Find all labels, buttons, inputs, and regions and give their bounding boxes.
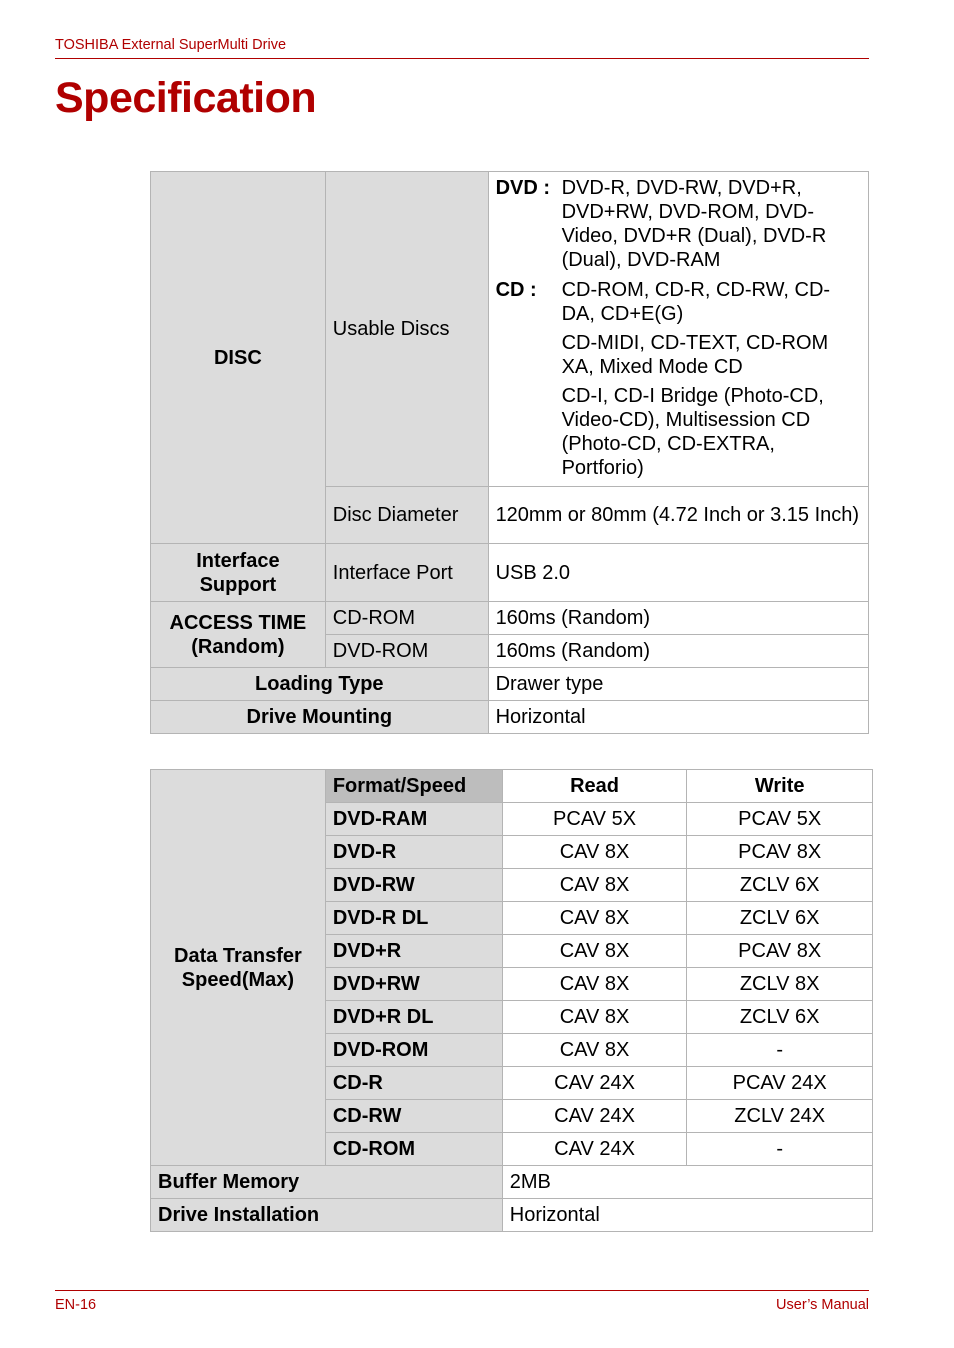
loading-type-label: Loading Type <box>151 668 489 701</box>
dvd-formats: DVD-R, DVD-RW, DVD+R, DVD+RW, DVD-ROM, DVD-Video, DVD+R (Dual), DVD-R (Dual), DVD-RAM <box>561 177 827 271</box>
access-time-label-line2: (Random) <box>191 635 285 658</box>
header-divider <box>55 58 869 59</box>
read-header: Read <box>502 770 687 803</box>
access-media-dvd-rom: DVD-ROM <box>325 635 488 668</box>
format-cell: CD-RW <box>325 1100 502 1133</box>
drive-mounting-label: Drive Mounting <box>151 701 489 734</box>
disc-label: DISC <box>151 172 326 544</box>
drive-installation-value: Horizontal <box>502 1199 872 1232</box>
format-cell: CD-R <box>325 1067 502 1100</box>
interface-support-label: Interface Support <box>151 544 326 602</box>
read-cell: CAV 24X <box>502 1100 687 1133</box>
buffer-memory-label: Buffer Memory <box>151 1166 503 1199</box>
read-cell: CAV 8X <box>502 935 687 968</box>
cd-formats-1: CD-ROM, CD-R, CD-RW, CD-DA, CD+E(G) <box>561 279 831 325</box>
read-cell: CAV 8X <box>502 836 687 869</box>
transfer-speed-label-line1: Data Transfer <box>174 944 302 967</box>
write-cell: ZCLV 6X <box>687 902 873 935</box>
disc-diameter-label: Disc Diameter <box>325 487 488 544</box>
write-cell: PCAV 8X <box>687 935 873 968</box>
interface-port-value: USB 2.0 <box>488 544 868 602</box>
write-cell: ZCLV 24X <box>687 1100 873 1133</box>
usable-discs-label: Usable Discs <box>325 172 488 487</box>
access-media-cd-rom: CD-ROM <box>325 602 488 635</box>
read-cell: CAV 8X <box>502 1001 687 1034</box>
footer-divider <box>55 1290 869 1291</box>
transfer-speed-label-line2: Speed(Max) <box>181 968 295 991</box>
cd-formats-2: CD-MIDI, CD-TEXT, CD-ROM XA, Mixed Mode CD <box>561 332 829 378</box>
access-time-label <box>151 602 326 668</box>
access-value-cd-rom: 160ms (Random) <box>488 602 868 635</box>
format-cell: DVD-R DL <box>325 902 502 935</box>
format-cell: CD-ROM <box>325 1133 502 1166</box>
drive-installation-row <box>151 1199 873 1232</box>
write-cell: ZCLV 8X <box>687 968 873 1001</box>
cd-formats-3: CD-I, CD-I Bridge (Photo-CD, Video-CD), Multisession CD (Photo-CD, CD-EXTRA, Portforio) <box>561 385 824 479</box>
write-cell: - <box>687 1133 873 1166</box>
cd-label: CD : <box>495 279 537 301</box>
specification-table <box>150 171 869 734</box>
access-value-dvd-rom: 160ms (Random) <box>488 635 868 668</box>
write-cell: - <box>687 1034 873 1067</box>
page-number: EN-16 <box>55 1297 97 1313</box>
loading-type-value: Drawer type <box>488 668 868 701</box>
running-header: TOSHIBA External SuperMulti Drive <box>55 37 287 53</box>
format-cell: DVD+RW <box>325 968 502 1001</box>
cd-format-group <box>496 278 861 480</box>
write-header: Write <box>687 770 873 803</box>
drive-installation-label: Drive Installation <box>151 1199 503 1232</box>
read-cell: CAV 8X <box>502 1034 687 1067</box>
format-cell: DVD-RAM <box>325 803 502 836</box>
write-cell: PCAV 24X <box>687 1067 873 1100</box>
write-cell: PCAV 5X <box>687 803 873 836</box>
format-cell: DVD+R DL <box>325 1001 502 1034</box>
write-cell: PCAV 8X <box>687 836 873 869</box>
read-cell: CAV 8X <box>502 869 687 902</box>
read-cell: PCAV 5X <box>502 803 687 836</box>
transfer-speed-label <box>151 770 326 1166</box>
buffer-memory-row <box>151 1166 873 1199</box>
format-speed-header: Format/Speed <box>325 770 502 803</box>
disc-diameter-value: 120mm or 80mm (4.72 Inch or 3.15 Inch) <box>488 487 868 544</box>
dvd-label: DVD : <box>495 177 551 199</box>
read-cell: CAV 24X <box>502 1133 687 1166</box>
write-cell: ZCLV 6X <box>687 869 873 902</box>
format-cell: DVD-ROM <box>325 1034 502 1067</box>
format-cell: DVD-R <box>325 836 502 869</box>
format-cell: DVD-RW <box>325 869 502 902</box>
read-cell: CAV 24X <box>502 1067 687 1100</box>
interface-port-label: Interface Port <box>325 544 488 602</box>
page-title: Specification <box>55 74 317 122</box>
transfer-speed-table <box>150 769 873 1232</box>
buffer-memory-value: 2MB <box>502 1166 872 1199</box>
read-cell: CAV 8X <box>502 902 687 935</box>
access-time-label-line1: ACCESS TIME <box>169 611 307 634</box>
dvd-format-group <box>496 176 861 272</box>
write-cell: ZCLV 6X <box>687 1001 873 1034</box>
format-cell: DVD+R <box>325 935 502 968</box>
manual-name: User’s Manual <box>776 1297 869 1313</box>
usable-discs-list <box>488 172 868 487</box>
drive-mounting-value: Horizontal <box>488 701 868 734</box>
read-cell: CAV 8X <box>502 968 687 1001</box>
